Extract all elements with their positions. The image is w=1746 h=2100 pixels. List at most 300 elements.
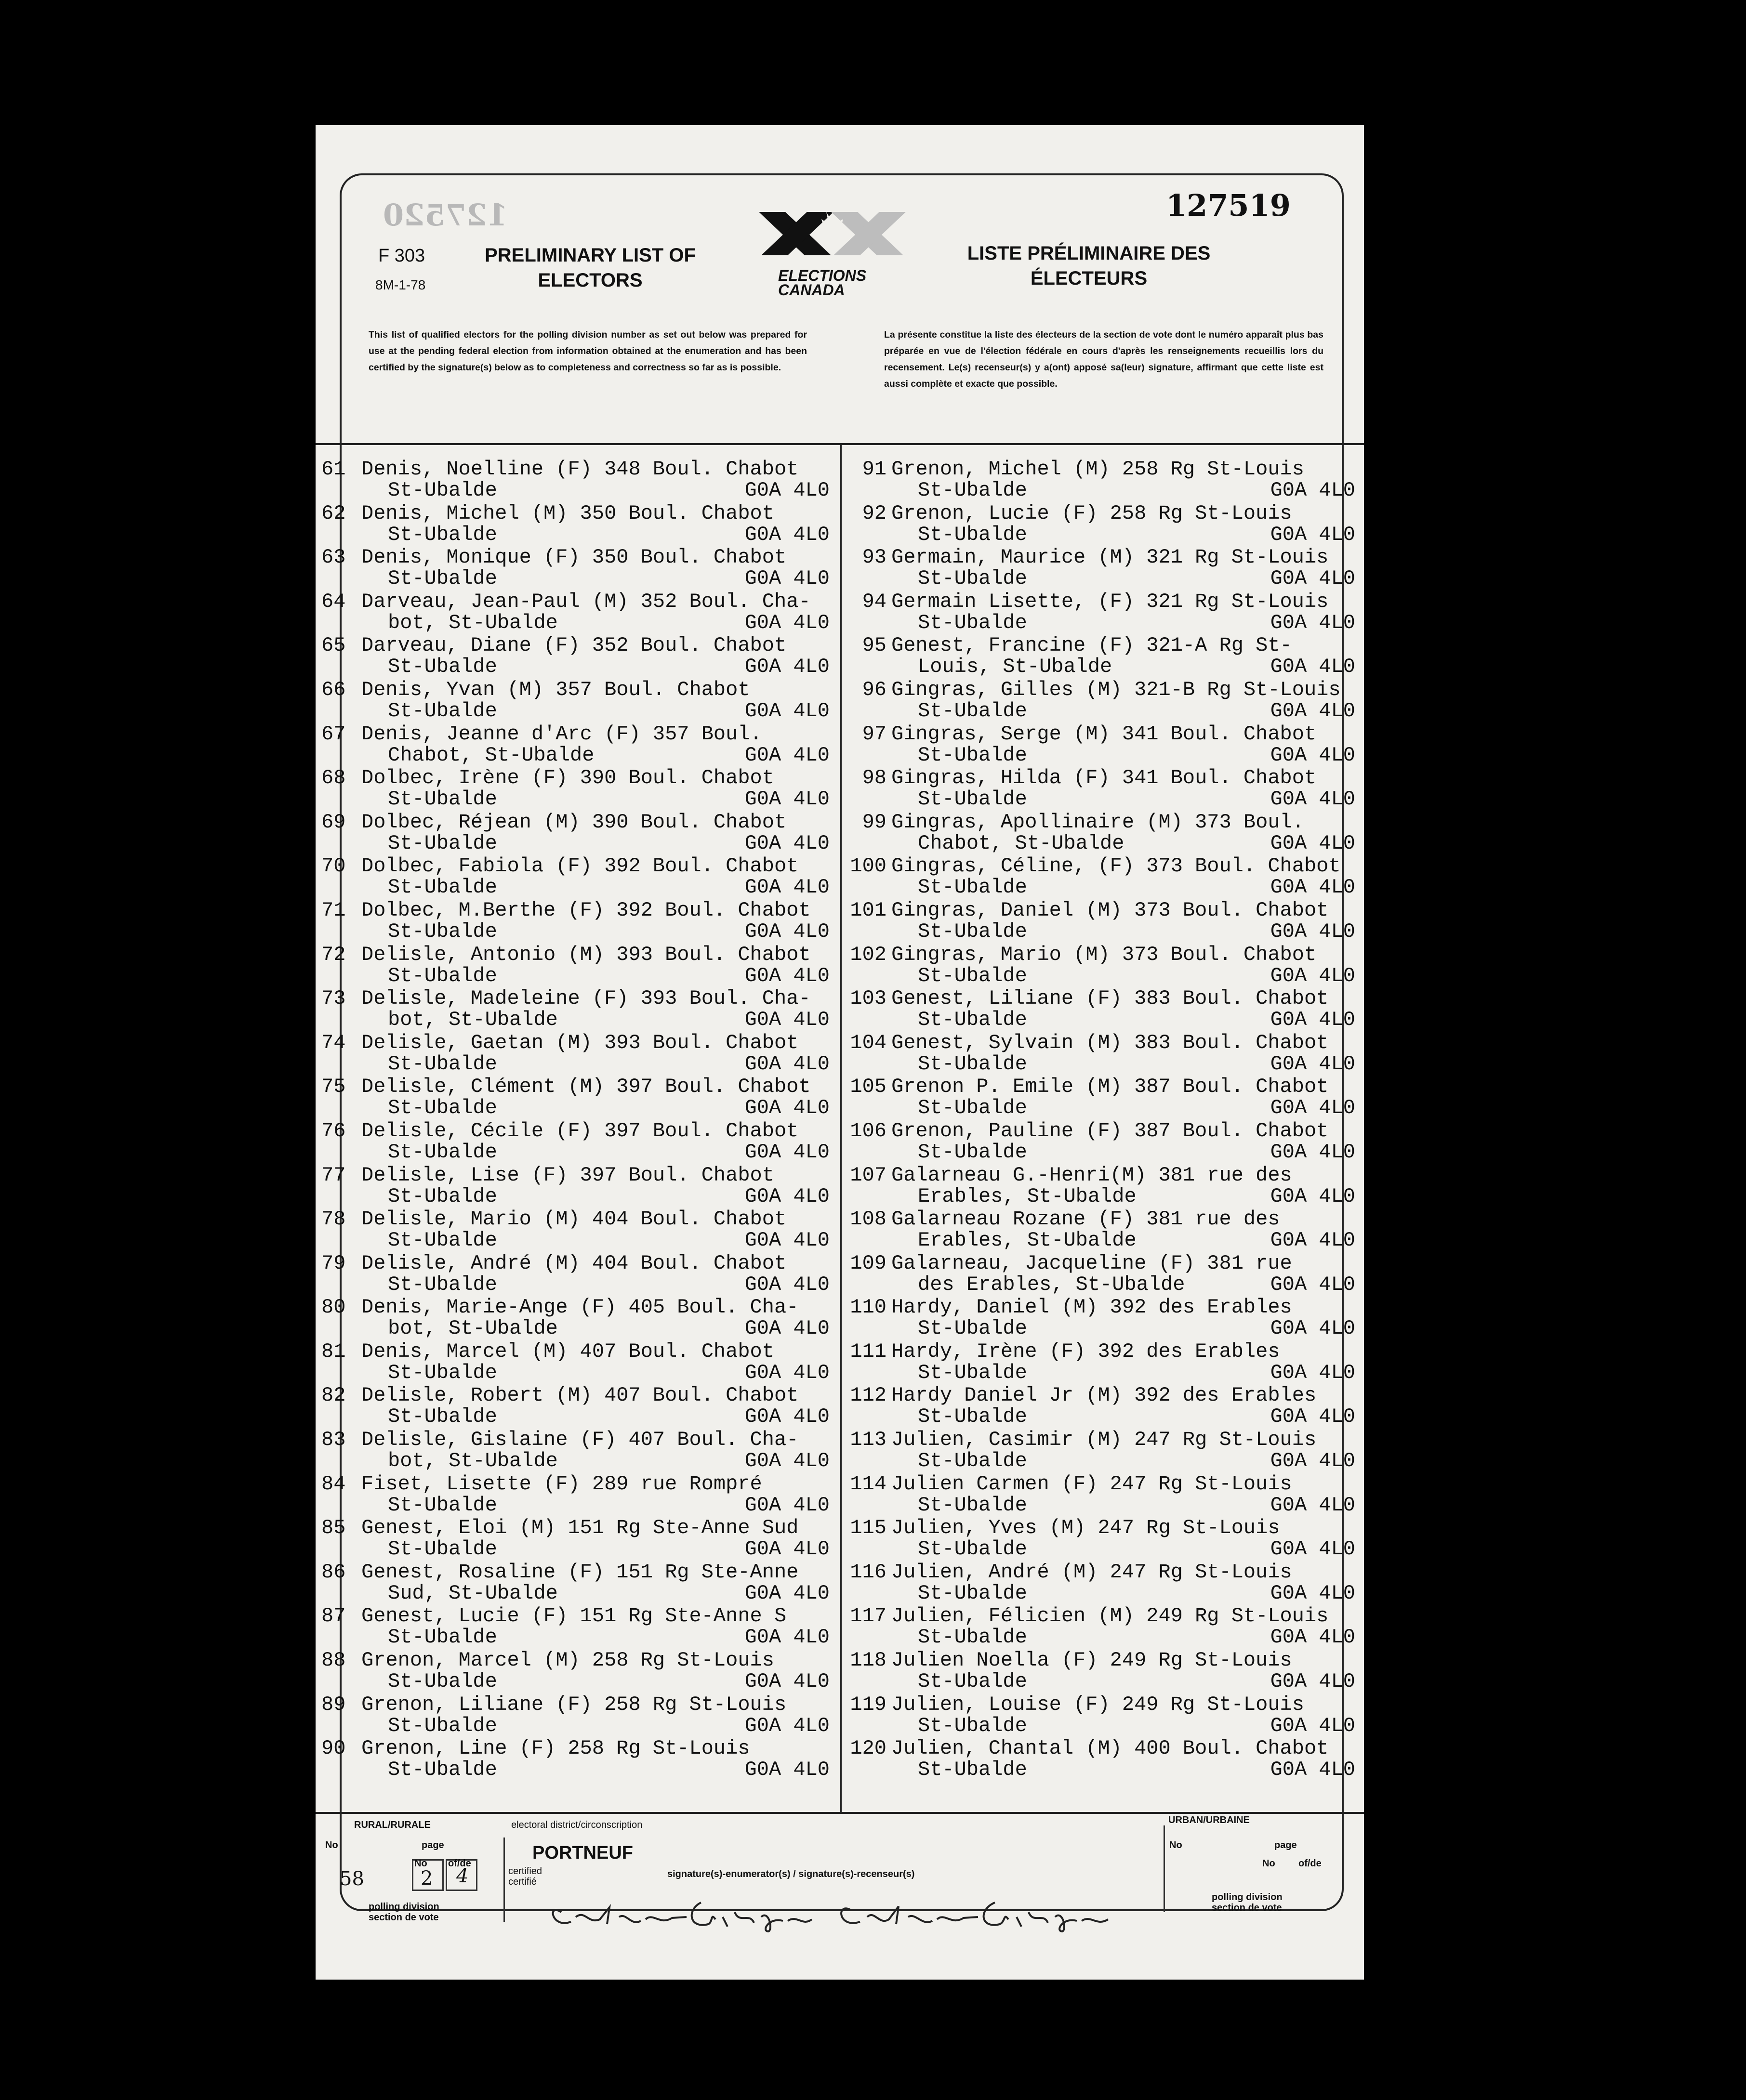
elector-entry	[316, 1075, 838, 1119]
elector-number: 73	[321, 987, 346, 1011]
elector-number: 64	[321, 590, 346, 613]
elector-name-address: Denis, Noelline (F) 348 Boul. Chabot	[361, 458, 799, 481]
elector-name-address: Gingras, Hilda (F) 341 Boul. Chabot	[891, 766, 1317, 790]
elector-postal-code: G0A 4L0	[744, 1581, 830, 1605]
elector-entry	[846, 1031, 1364, 1076]
elector-postal-code: G0A 4L0	[744, 1317, 830, 1340]
elector-locality: St-Ubalde	[388, 919, 497, 943]
elector-postal-code: G0A 4L0	[1270, 699, 1355, 722]
elector-locality: St-Ubalde	[388, 523, 497, 546]
elector-number: 89	[321, 1693, 346, 1716]
elector-name-address: Gingras, Gilles (M) 321-B Rg St-Louis	[891, 678, 1341, 701]
elector-locality: St-Ubalde	[918, 611, 1027, 634]
elector-entry	[846, 811, 1364, 855]
elector-entry	[316, 590, 838, 634]
elector-entry	[846, 722, 1364, 767]
elector-postal-code: G0A 4L0	[1270, 1361, 1355, 1384]
elector-entry	[316, 1472, 838, 1517]
elector-name-address: Darveau, Diane (F) 352 Boul. Chabot	[361, 634, 787, 657]
elector-locality: St-Ubalde	[918, 1405, 1027, 1429]
elector-postal-code: G0A 4L0	[1270, 876, 1355, 899]
elector-number: 103	[850, 987, 886, 1011]
elector-number: 101	[850, 898, 886, 922]
elector-locality: Chabot, St-Ubalde	[388, 743, 595, 767]
page-of-value: 4	[456, 1865, 469, 1887]
elector-entry	[316, 722, 838, 767]
elector-entry	[316, 1296, 838, 1340]
elector-entry	[846, 1472, 1364, 1517]
elector-entry	[316, 1252, 838, 1296]
elector-name-address: Julien, Louise (F) 249 Rg St-Louis	[891, 1693, 1304, 1716]
elector-postal-code: G0A 4L0	[744, 788, 830, 811]
elector-locality: St-Ubalde	[918, 788, 1027, 811]
elector-name-address: Genest, Lucie (F) 151 Rg Ste-Anne S	[361, 1604, 787, 1628]
elector-number: 94	[862, 590, 886, 613]
elector-locality: St-Ubalde	[388, 1670, 497, 1693]
elector-number: 69	[321, 810, 346, 834]
elector-entry	[316, 1516, 838, 1561]
elector-locality: St-Ubalde	[918, 964, 1027, 987]
elector-number: 83	[321, 1428, 346, 1452]
elector-postal-code: G0A 4L0	[744, 1273, 830, 1296]
elector-number: 62	[321, 501, 346, 525]
elector-postal-code: G0A 4L0	[1270, 1229, 1355, 1252]
certified-label-en: certified	[508, 1866, 542, 1877]
elector-name-address: Gingras, Mario (M) 373 Boul. Chabot	[891, 943, 1317, 966]
elector-entry	[846, 1252, 1364, 1296]
elector-entry	[846, 766, 1364, 811]
elector-number: 67	[321, 722, 346, 746]
elector-locality: St-Ubalde	[388, 1184, 497, 1208]
elector-number: 72	[321, 943, 346, 966]
elector-locality: St-Ubalde	[388, 1758, 497, 1782]
elector-entry	[846, 1384, 1364, 1428]
elector-number: 76	[321, 1119, 346, 1142]
elector-number: 92	[862, 501, 886, 525]
elector-number: 97	[862, 722, 886, 746]
elector-name-address: Dolbec, Fabiola (F) 392 Boul. Chabot	[361, 854, 799, 878]
elector-name-address: Dolbec, M.Berthe (F) 392 Boul. Chabot	[361, 898, 811, 922]
certified-label	[508, 1866, 542, 1887]
elector-entry	[316, 1693, 838, 1737]
elector-name-address: Delisle, Clément (M) 397 Boul. Chabot	[361, 1075, 811, 1099]
elector-postal-code: G0A 4L0	[1270, 1714, 1355, 1737]
elector-locality: St-Ubalde	[388, 699, 497, 722]
elector-number: 86	[321, 1560, 346, 1584]
elector-postal-code: G0A 4L0	[1270, 479, 1355, 502]
elector-postal-code: G0A 4L0	[1270, 964, 1355, 987]
elector-number: 102	[850, 943, 886, 966]
elector-postal-code: G0A 4L0	[1270, 567, 1355, 591]
elector-name-address: Grenon, Pauline (F) 387 Boul. Chabot	[891, 1119, 1329, 1142]
elector-name-address: Grenon, Line (F) 258 Rg St-Louis	[361, 1737, 750, 1760]
elector-locality: St-Ubalde	[918, 567, 1027, 591]
urban-page-of-label: of/de	[1298, 1858, 1322, 1869]
elector-number: 78	[321, 1208, 346, 1231]
page-no-label: No	[414, 1858, 427, 1869]
elector-name-address: Germain Lisette, (F) 321 Rg St-Louis	[891, 590, 1329, 613]
elector-entry	[846, 1737, 1364, 1781]
elector-postal-code: G0A 4L0	[1270, 1317, 1355, 1340]
elector-locality: bot, St-Ubalde	[388, 611, 558, 634]
elector-entry	[846, 678, 1364, 722]
elector-name-address: Genest, Eloi (M) 151 Rg Ste-Anne Sud	[361, 1516, 799, 1540]
elector-postal-code: G0A 4L0	[744, 1537, 830, 1561]
title-english-line2: ELECTORS	[538, 270, 643, 291]
urban-no-label: No	[1169, 1840, 1182, 1851]
serial-number: 127519	[1166, 188, 1291, 223]
elector-entry	[846, 987, 1364, 1031]
elector-number: 90	[321, 1737, 346, 1760]
elector-postal-code: G0A 4L0	[1270, 1670, 1355, 1693]
elector-locality: St-Ubalde	[388, 1140, 497, 1164]
elector-entry	[316, 766, 838, 811]
polling-division-label-en: polling division	[369, 1902, 439, 1912]
elector-locality: St-Ubalde	[918, 1670, 1027, 1693]
elector-entry	[316, 1737, 838, 1781]
elector-entry	[316, 546, 838, 590]
elector-name-address: Julien, Casimir (M) 247 Rg St-Louis	[891, 1428, 1317, 1452]
elector-locality: St-Ubalde	[388, 831, 497, 855]
urban-polling-division-label	[1212, 1892, 1283, 1913]
elector-number: 119	[850, 1693, 886, 1716]
elector-locality: des Erables, St-Ubalde	[918, 1273, 1185, 1296]
elector-name-address: Gingras, Daniel (M) 373 Boul. Chabot	[891, 898, 1329, 922]
elector-postal-code: G0A 4L0	[1270, 1581, 1355, 1605]
elector-locality: St-Ubalde	[388, 479, 497, 502]
elector-entry	[846, 854, 1364, 899]
elector-postal-code: G0A 4L0	[1270, 1140, 1355, 1164]
elector-number: 70	[321, 854, 346, 878]
elector-postal-code: G0A 4L0	[1270, 1052, 1355, 1076]
elector-name-address: Gingras, Apollinaire (M) 373 Boul.	[891, 810, 1304, 834]
elector-locality: St-Ubalde	[388, 1405, 497, 1429]
elector-entry	[846, 1164, 1364, 1208]
logo-wordmark	[778, 268, 913, 297]
elector-entry	[316, 811, 838, 855]
elector-entry	[846, 1604, 1364, 1649]
elector-locality: Erables, St-Ubalde	[918, 1229, 1137, 1252]
elector-locality: St-Ubalde	[918, 1096, 1027, 1120]
elector-postal-code: G0A 4L0	[744, 1758, 830, 1782]
urban-label: URBAN/URBAINE	[1168, 1815, 1250, 1825]
elector-name-address: Dolbec, Irène (F) 390 Boul. Chabot	[361, 766, 774, 790]
elector-number: 109	[850, 1251, 886, 1275]
elector-entry	[846, 458, 1364, 502]
electors-column-right	[846, 458, 1364, 1781]
elector-postal-code: G0A 4L0	[744, 1008, 830, 1032]
elector-locality: Erables, St-Ubalde	[918, 1184, 1137, 1208]
elector-locality: St-Ubalde	[918, 919, 1027, 943]
elector-locality: St-Ubalde	[388, 567, 497, 591]
enumerator-signatures	[542, 1883, 1120, 1936]
elector-name-address: Julien, Yves (M) 247 Rg St-Louis	[891, 1516, 1280, 1540]
elector-entry	[846, 1516, 1364, 1561]
elector-entry	[316, 1604, 838, 1649]
elector-entry	[316, 1340, 838, 1384]
polling-division-label-fr: section de vote	[369, 1912, 439, 1923]
elector-locality: bot, St-Ubalde	[388, 1317, 558, 1340]
elector-entry	[846, 1340, 1364, 1384]
elector-entry	[846, 943, 1364, 987]
polling-division-label	[369, 1902, 439, 1923]
elector-name-address: Genest, Rosaline (F) 151 Rg Ste-Anne	[361, 1560, 799, 1584]
title-english-line1: PRELIMINARY LIST OF	[485, 245, 696, 266]
elector-locality: St-Ubalde	[388, 1493, 497, 1517]
intro-text-english: This list of qualified electors for the polling division number as set out below was prepared for use at the pending federal election from information obtained at the enumeration and has been certified by the signature(s) below as to completeness and correctness so far as is possible.	[369, 329, 807, 373]
elector-number: 116	[850, 1560, 886, 1584]
elector-postal-code: G0A 4L0	[744, 831, 830, 855]
elector-postal-code: G0A 4L0	[744, 919, 830, 943]
elector-postal-code: G0A 4L0	[744, 699, 830, 722]
elector-name-address: Denis, Monique (F) 350 Boul. Chabot	[361, 546, 787, 569]
elector-name-address: Hardy Daniel Jr (M) 392 des Erables	[891, 1384, 1317, 1407]
elector-locality: St-Ubalde	[918, 1140, 1027, 1164]
urban-polling-division-label-fr: section de vote	[1212, 1903, 1282, 1913]
elector-number: 71	[321, 898, 346, 922]
elector-locality: St-Ubalde	[388, 1096, 497, 1120]
elector-locality: St-Ubalde	[918, 1626, 1027, 1649]
elector-entry	[846, 899, 1364, 943]
elector-locality: St-Ubalde	[918, 1449, 1027, 1473]
elector-number: 117	[850, 1604, 886, 1628]
elector-name-address: Denis, Marcel (M) 407 Boul. Chabot	[361, 1339, 774, 1363]
elector-locality: St-Ubalde	[388, 964, 497, 987]
elector-entry	[846, 1296, 1364, 1340]
urban-page-label: page	[1274, 1840, 1297, 1851]
elector-name-address: Genest, Sylvain (M) 383 Boul. Chabot	[891, 1031, 1329, 1054]
elector-postal-code: G0A 4L0	[744, 1405, 830, 1429]
elector-entry	[316, 899, 838, 943]
urban-polling-division-label-en: polling division	[1212, 1892, 1283, 1903]
divider-bottom	[316, 1812, 1364, 1814]
elector-name-address: Julien Carmen (F) 247 Rg St-Louis	[891, 1472, 1292, 1496]
elector-number: 111	[850, 1339, 886, 1363]
elector-locality: Chabot, St-Ubalde	[918, 831, 1124, 855]
elector-postal-code: G0A 4L0	[744, 1140, 830, 1164]
district-value: PORTNEUF	[532, 1843, 633, 1863]
elector-name-address: Germain, Maurice (M) 321 Rg St-Louis	[891, 546, 1329, 569]
elector-name-address: Genest, Francine (F) 321-A Rg St-	[891, 634, 1292, 657]
elector-postal-code: G0A 4L0	[1270, 831, 1355, 855]
intro-text-french: La présente constitue la liste des électeurs de la section de vote dont le numéro apparaît plus bas préparée en vue de l'élection fédérale en cours d'après les renseignements recueillis lors du recensement. Le(s) recenseur(s) y a(ont) apposé sa(leur) signature, affirmant que cette liste est aussi complète et exacte que possible.	[884, 329, 1323, 389]
elector-number: 108	[850, 1208, 886, 1231]
page-value: 2	[421, 1867, 433, 1890]
elector-locality: St-Ubalde	[918, 1361, 1027, 1384]
elector-entry	[846, 502, 1364, 546]
elector-postal-code: G0A 4L0	[1270, 1273, 1355, 1296]
elector-postal-code: G0A 4L0	[744, 479, 830, 502]
elector-name-address: Galarneau Rozane (F) 381 rue des	[891, 1208, 1280, 1231]
elector-postal-code: G0A 4L0	[744, 1229, 830, 1252]
elector-name-address: Genest, Liliane (F) 383 Boul. Chabot	[891, 987, 1329, 1011]
elector-name-address: Denis, Michel (M) 350 Boul. Chabot	[361, 501, 774, 525]
elector-number: 63	[321, 546, 346, 569]
elector-locality: bot, St-Ubalde	[388, 1008, 558, 1032]
elector-postal-code: G0A 4L0	[744, 1626, 830, 1649]
elector-name-address: Hardy, Irène (F) 392 des Erables	[891, 1339, 1280, 1363]
elector-number: 75	[321, 1075, 346, 1099]
elector-entry	[316, 943, 838, 987]
elector-locality: St-Ubalde	[388, 1361, 497, 1384]
elector-name-address: Delisle, Lise (F) 397 Boul. Chabot	[361, 1163, 774, 1187]
elector-name-address: Julien, André (M) 247 Rg St-Louis	[891, 1560, 1292, 1584]
elector-postal-code: G0A 4L0	[744, 1714, 830, 1737]
elector-name-address: Grenon, Liliane (F) 258 Rg St-Louis	[361, 1693, 787, 1716]
elector-number: 106	[850, 1119, 886, 1142]
elector-number: 68	[321, 766, 346, 790]
elector-entry	[846, 1693, 1364, 1737]
rural-page-label: page	[422, 1840, 444, 1851]
rural-label: RURAL/RURALE	[354, 1820, 431, 1830]
elector-postal-code: G0A 4L0	[1270, 1008, 1355, 1032]
form-date: 8M-1-78	[375, 277, 426, 292]
elector-locality: St-Ubalde	[918, 743, 1027, 767]
elector-name-address: Galarneau G.-Henri(M) 381 rue des	[891, 1163, 1292, 1187]
form-number: F 303	[378, 246, 425, 266]
elector-name-address: Fiset, Lisette (F) 289 rue Rompré	[361, 1472, 762, 1496]
elector-postal-code: G0A 4L0	[1270, 611, 1355, 634]
rural-no-label: No	[325, 1840, 338, 1851]
elector-postal-code: G0A 4L0	[1270, 1449, 1355, 1473]
elector-number: 105	[850, 1075, 886, 1099]
elector-entry	[316, 1208, 838, 1252]
elector-number: 77	[321, 1163, 346, 1187]
elector-entry	[316, 1031, 838, 1076]
elector-name-address: Gingras, Serge (M) 341 Boul. Chabot	[891, 722, 1317, 746]
elector-number: 88	[321, 1649, 346, 1672]
elector-number: 118	[850, 1649, 886, 1672]
elector-locality: Sud, St-Ubalde	[388, 1581, 558, 1605]
page-of-label: of/de	[448, 1858, 471, 1869]
elector-postal-code: G0A 4L0	[1270, 1537, 1355, 1561]
certified-label-fr: certifié	[508, 1877, 537, 1887]
elector-entry	[316, 1428, 838, 1472]
elector-name-address: Grenon P. Emile (M) 387 Boul. Chabot	[891, 1075, 1329, 1099]
elector-entry	[316, 1561, 838, 1605]
elector-entry	[316, 987, 838, 1031]
elector-name-address: Julien Noella (F) 249 Rg St-Louis	[891, 1649, 1292, 1672]
district-label: electoral district/circonscription	[511, 1820, 643, 1830]
elector-locality: St-Ubalde	[918, 1493, 1027, 1517]
elector-entry	[316, 1119, 838, 1164]
elector-postal-code: G0A 4L0	[744, 611, 830, 634]
elector-entry	[316, 1649, 838, 1693]
elector-name-address: Delisle, Antonio (M) 393 Boul. Chabot	[361, 943, 811, 966]
elector-postal-code: G0A 4L0	[744, 1052, 830, 1076]
elector-number: 115	[850, 1516, 886, 1540]
elector-postal-code: G0A 4L0	[744, 1096, 830, 1120]
elector-entry	[846, 1075, 1364, 1119]
elector-name-address: Denis, Jeanne d'Arc (F) 357 Boul.	[361, 722, 762, 746]
elector-number: 110	[850, 1296, 886, 1319]
elector-number: 85	[321, 1516, 346, 1540]
elector-entry	[846, 1119, 1364, 1164]
elector-name-address: Grenon, Michel (M) 258 Rg St-Louis	[891, 458, 1304, 481]
elector-postal-code: G0A 4L0	[1270, 1405, 1355, 1429]
elector-postal-code: G0A 4L0	[1270, 1096, 1355, 1120]
title-french-line1: LISTE PRÉLIMINAIRE DES	[967, 243, 1211, 264]
elector-postal-code: G0A 4L0	[744, 1493, 830, 1517]
elector-postal-code: G0A 4L0	[744, 1184, 830, 1208]
elector-entry	[846, 546, 1364, 590]
elector-locality: St-Ubalde	[918, 1714, 1027, 1737]
elector-entry	[846, 1561, 1364, 1605]
elector-number: 82	[321, 1384, 346, 1407]
title-english	[465, 243, 715, 293]
elector-name-address: Dolbec, Réjean (M) 390 Boul. Chabot	[361, 810, 787, 834]
urban-page-no-label: No	[1262, 1858, 1275, 1869]
elector-name-address: Grenon, Marcel (M) 258 Rg St-Louis	[361, 1649, 774, 1672]
elector-entry	[316, 1384, 838, 1428]
elector-locality: St-Ubalde	[388, 1273, 497, 1296]
elector-postal-code: G0A 4L0	[744, 523, 830, 546]
elector-locality: St-Ubalde	[918, 523, 1027, 546]
elector-postal-code: G0A 4L0	[1270, 919, 1355, 943]
elector-locality: St-Ubalde	[918, 699, 1027, 722]
elector-postal-code: G0A 4L0	[744, 1361, 830, 1384]
elector-number: 80	[321, 1296, 346, 1319]
elector-name-address: Delisle, Mario (M) 404 Boul. Chabot	[361, 1208, 787, 1231]
elector-entry	[316, 634, 838, 678]
elector-name-address: Delisle, Cécile (F) 397 Boul. Chabot	[361, 1119, 799, 1142]
elector-number: 95	[862, 634, 886, 657]
elector-locality: St-Ubalde	[918, 876, 1027, 899]
elector-number: 74	[321, 1031, 346, 1054]
elector-locality: St-Ubalde	[918, 1008, 1027, 1032]
elector-postal-code: G0A 4L0	[744, 655, 830, 679]
elector-number: 79	[321, 1251, 346, 1275]
elector-number: 113	[850, 1428, 886, 1452]
elector-locality: Louis, St-Ubalde	[918, 655, 1112, 679]
elector-postal-code: G0A 4L0	[744, 567, 830, 591]
elector-name-address: Delisle, Madeleine (F) 393 Boul. Cha-	[361, 987, 811, 1011]
elector-number: 65	[321, 634, 346, 657]
elector-number: 91	[862, 458, 886, 481]
elector-locality: St-Ubalde	[388, 1537, 497, 1561]
elector-entry	[316, 502, 838, 546]
elector-locality: St-Ubalde	[918, 1537, 1027, 1561]
elector-postal-code: G0A 4L0	[744, 1449, 830, 1473]
elector-locality: St-Ubalde	[388, 1229, 497, 1252]
elector-number: 87	[321, 1604, 346, 1628]
logo-line1: ELECTIONS	[778, 267, 867, 284]
elector-name-address: Denis, Marie-Ange (F) 405 Boul. Cha-	[361, 1296, 799, 1319]
elector-number: 107	[850, 1163, 886, 1187]
elector-number: 104	[850, 1031, 886, 1054]
elector-locality: St-Ubalde	[388, 876, 497, 899]
elector-number: 66	[321, 678, 346, 701]
elector-number: 81	[321, 1339, 346, 1363]
elector-name-address: Julien, Félicien (M) 249 Rg St-Louis	[891, 1604, 1329, 1628]
title-french-line2: ÉLECTEURS	[1030, 268, 1148, 289]
elector-name-address: Galarneau, Jacqueline (F) 381 rue	[891, 1251, 1292, 1275]
signature-label: signature(s)-enumerator(s) / signature(s)-recenseur(s)	[667, 1869, 915, 1879]
elector-entry	[316, 1164, 838, 1208]
elector-entry	[846, 590, 1364, 634]
elector-postal-code: G0A 4L0	[1270, 743, 1355, 767]
show-through-serial: 127520	[383, 197, 508, 233]
elector-locality: St-Ubalde	[918, 1052, 1027, 1076]
elector-number: 93	[862, 546, 886, 569]
elector-number: 84	[321, 1472, 346, 1496]
electors-list-form	[316, 125, 1364, 1980]
title-french	[959, 241, 1219, 291]
elector-number: 98	[862, 766, 886, 790]
elector-postal-code: G0A 4L0	[1270, 523, 1355, 546]
elector-number: 120	[850, 1737, 886, 1760]
elector-postal-code: G0A 4L0	[744, 964, 830, 987]
